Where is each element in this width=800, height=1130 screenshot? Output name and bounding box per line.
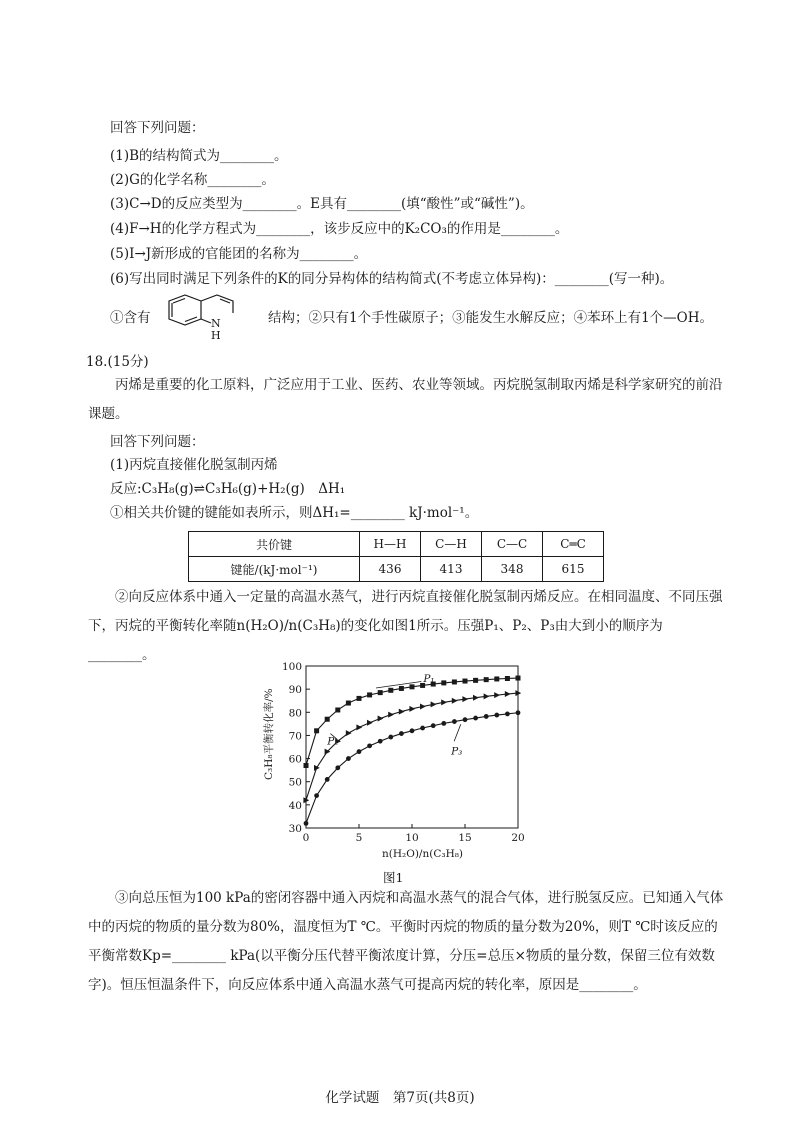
q18-reaction: 反应:C₃H₈(g)⇌C₃H₆(g)+H₂(g) ΔH₁ (110, 481, 346, 497)
data-point (505, 676, 510, 681)
y-tick-label: 60 (288, 753, 302, 766)
data-point (378, 690, 383, 695)
data-point (505, 712, 510, 717)
q18-part1: (1)丙烷直接催化脱氢制丙烯 (110, 457, 278, 473)
data-point (452, 719, 457, 724)
q17-part1: (1)B的结构简式为________。 (110, 148, 288, 164)
data-point (431, 701, 437, 707)
data-point (346, 701, 351, 706)
data-point (494, 692, 500, 698)
data-point (410, 728, 415, 733)
data-point (516, 710, 521, 715)
data-point (410, 684, 415, 689)
q17-part5: (5)I→J新形成的官能团的名称为________。 (110, 246, 368, 262)
data-point (378, 739, 383, 744)
x-tick-label: 15 (458, 832, 472, 844)
data-point (420, 726, 425, 731)
bond-energy-table (188, 531, 604, 582)
table-row-label: 键能/(kJ·mol⁻¹) (189, 557, 360, 582)
table-header-cell: C—C (482, 532, 543, 557)
table-header-row (189, 532, 604, 557)
y-tick-label: 50 (288, 776, 302, 789)
series-line (306, 678, 518, 765)
figure-caption: 图1 (383, 870, 404, 885)
data-point (473, 678, 478, 683)
quinoline-dihydro-structure (155, 293, 263, 339)
data-point (473, 716, 478, 721)
data-point (314, 765, 320, 771)
data-point (356, 724, 362, 730)
q18-q3: ③向总压恒为100 kPa的密闭容器中通入丙烷和高温水蒸气的混合气体，进行脱氢反应。已知通入气体中的丙烷的物质的量分数为80%，温度恒为T ℃。平衡时丙烷的物质的量分数为20%，则T ℃时该反应的平衡常数Kp=________ kPa(以平衡分压代替平衡浓度计算，分压=总压×物质的量分数，保留三位有效数字)。恒压恒温条件下，向反应体系中通入高温水蒸气可提高丙烷的转化率，原因是________。 (88, 890, 724, 993)
data-point (304, 821, 309, 826)
data-point (484, 693, 490, 699)
data-point (367, 692, 372, 697)
data-point (452, 679, 457, 684)
x-axis-label: n(H₂O)/n(C₃H₈) (382, 848, 464, 860)
table-cell: 615 (543, 557, 604, 582)
q17-part6: (6)写出同时满足下列条件的K的同分异构体的结构简式(不考虑立体异构)：________(写一种)。 (110, 271, 674, 287)
data-point (335, 707, 340, 712)
data-point (484, 677, 489, 682)
data-point (494, 676, 499, 681)
data-point (463, 679, 468, 684)
table-header-cell: 共价键 (189, 532, 360, 557)
data-point (484, 714, 489, 719)
x-tick-label: 20 (511, 832, 525, 844)
data-point (399, 731, 404, 736)
data-point (505, 691, 511, 697)
y-tick-label: 80 (288, 707, 302, 720)
table-header-cell: C—H (421, 532, 482, 557)
table-cell: 436 (360, 557, 421, 582)
q17-part2: (2)G的化学名称________。 (110, 172, 275, 188)
data-point (441, 680, 446, 685)
data-point (473, 695, 479, 701)
data-point (420, 704, 426, 710)
data-point (431, 723, 436, 728)
data-point (378, 716, 384, 722)
q17-part3: (3)C→D的反应类型为________。E具有________(填“酸性”或“碱性”)。 (110, 196, 534, 212)
q17-part4: (4)F→H的化学方程式为________，该步反应中的K₂CO₃的作用是________。 (110, 221, 569, 237)
data-point (441, 721, 446, 726)
data-point (325, 717, 330, 722)
table-cell: 413 (421, 557, 482, 582)
series-label: P₂ (327, 735, 339, 748)
data-point (325, 777, 330, 782)
y-tick-label: 100 (281, 661, 302, 673)
q18-intro: 丙烯是重要的化工原料，广泛应用于工业、医药、农业等领域。丙烷脱氢制取丙烯是科学家研究的前沿课题。 (88, 377, 723, 422)
table-row (189, 557, 604, 582)
data-point (399, 709, 405, 715)
q18-number: 18.(15分) (86, 354, 149, 370)
conversion-chart (262, 652, 532, 864)
y-tick-label: 90 (288, 684, 302, 697)
q17-condition-prefix: ①含有 (110, 310, 151, 326)
data-point (346, 730, 352, 736)
y-tick-label: 70 (288, 730, 302, 743)
data-point (452, 698, 458, 704)
data-point (335, 765, 340, 770)
data-point (388, 712, 394, 718)
page-footer: 化学试题 第7页(共8页) (325, 1090, 475, 1106)
data-point (388, 688, 393, 693)
table-header-cell: H—H (360, 532, 421, 557)
data-point (462, 696, 468, 702)
data-point (516, 676, 521, 681)
data-point (314, 728, 319, 733)
x-tick-label: 5 (355, 832, 363, 844)
data-point (409, 706, 415, 712)
data-point (357, 749, 362, 754)
data-point (367, 743, 372, 748)
data-point (441, 699, 447, 705)
data-point (494, 713, 499, 718)
data-point (463, 717, 468, 722)
y-tick-label: 30 (288, 823, 302, 835)
y-axis-label: C₃H₈平衡转化率/% (263, 688, 275, 780)
hydrogen-label: H (211, 329, 221, 339)
q18-q2: ②向反应体系中通入一定量的高温水蒸气，进行丙烷直接催化脱氢制丙烯反应。在相同温度、不同压强下，丙烷的平衡转化率随n(H₂O)/n(C₃H₈)的变化如图1所示。压强P₁、P₂、P₃由大到小的顺序为________。 (88, 589, 723, 663)
data-point (399, 686, 404, 691)
table-header-cell: C═C (543, 532, 604, 557)
data-point (346, 756, 351, 761)
q18-answer-prompt: 回答下列问题： (110, 434, 205, 450)
data-point (314, 793, 319, 798)
series-label: P₃ (451, 745, 463, 758)
data-point (357, 696, 362, 701)
data-point (304, 763, 309, 768)
x-tick-label: 10 (405, 832, 419, 844)
q18-q1: ①相关共价键的键能如表所示，则ΔH₁=________ kJ·mol⁻¹。 (110, 505, 479, 521)
nitrogen-label: N (211, 317, 221, 330)
data-point (367, 720, 373, 726)
answer-prompt-17: 回答下列问题： (110, 120, 205, 136)
series-label-leader (454, 724, 461, 741)
data-point (388, 735, 393, 740)
q17-condition-suffix: 结构；②只有1个手性碳原子；③能发生水解反应；④苯环上有1个—OH。 (268, 310, 714, 326)
x-tick-label: 0 (302, 832, 310, 844)
y-tick-label: 40 (288, 799, 302, 812)
table-cell: 348 (482, 557, 543, 582)
series-label: P₁ (423, 672, 435, 685)
